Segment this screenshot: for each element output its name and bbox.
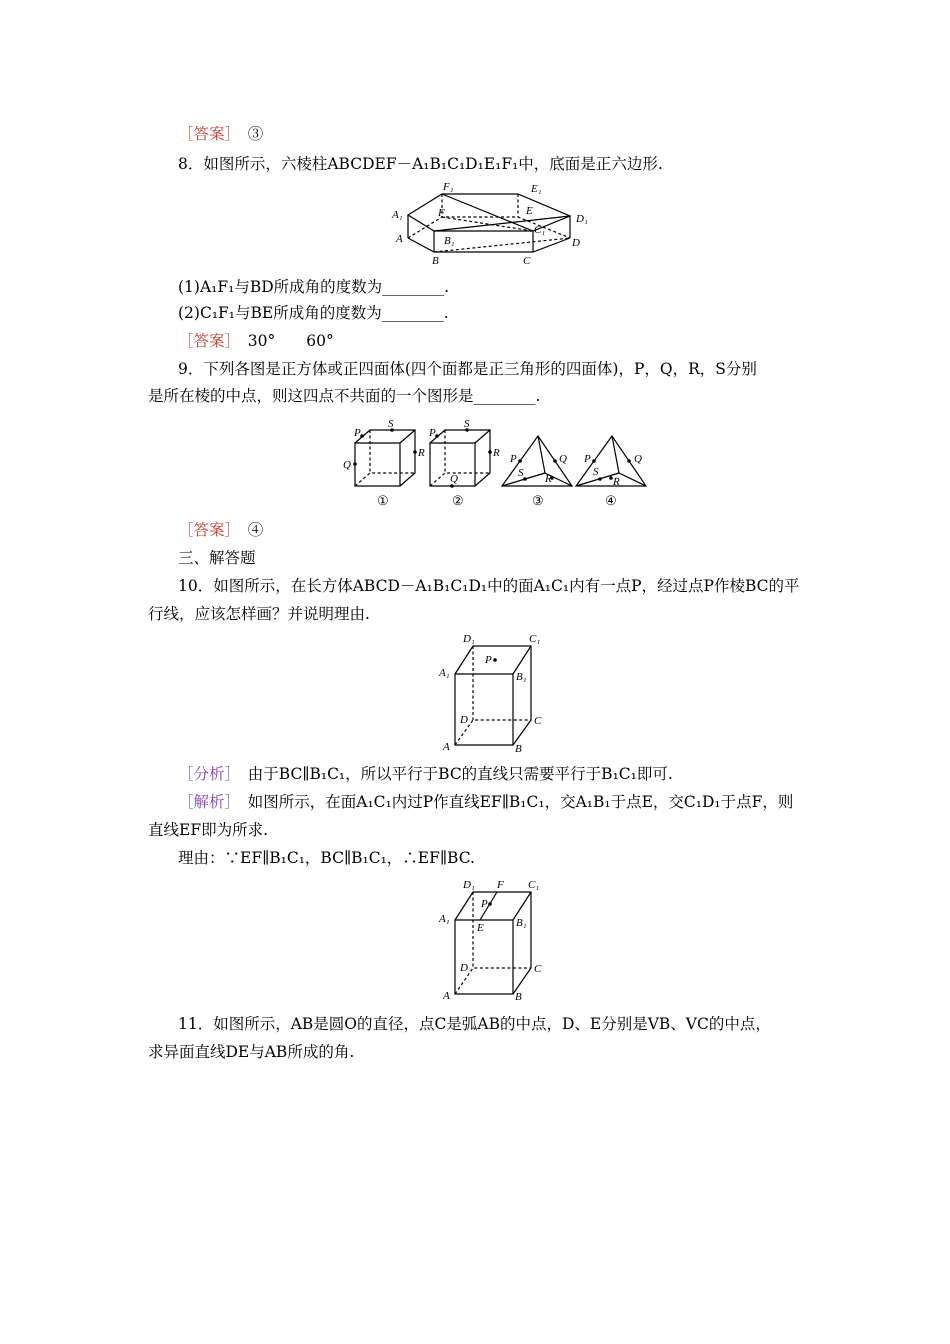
fig2-label-P: P — [429, 427, 436, 439]
fig3-label-P: P — [510, 453, 517, 465]
reason: 理由：∵EF∥B₁C₁，BC∥B₁C₁，∴EF∥BC. — [178, 849, 475, 867]
box2-label-A1: A₁ — [439, 913, 450, 925]
question-10-line-1: 10．如图所示，在长方体ABCD－A₁B₁C₁D₁中的面A₁C₁内有一点P，经过点P作棱BC的平 — [178, 577, 800, 595]
fig2-label-Q: Q — [450, 473, 458, 485]
box1-label-C: C — [534, 715, 542, 727]
box2-label-D1: D₁ — [463, 879, 475, 891]
question-9-line-1: 9．下列各图是正方体或正四面体(四个面都是正三角形的四面体)，P，Q，R，S分别 — [178, 360, 757, 378]
fig1-number: ① — [377, 493, 389, 508]
question-10-line-2: 行线，应该怎样画？并说明理由. — [148, 605, 370, 623]
fig4-label-Q: Q — [634, 453, 642, 465]
label-F1: F₁ — [443, 181, 454, 193]
fig3-label-R: R — [545, 473, 552, 485]
question-9-line-2: 是所在棱的中点，则这四点不共面的一个图形是________. — [148, 387, 541, 405]
section-heading: 三、解答题 — [178, 549, 256, 567]
label-C: C — [523, 255, 531, 267]
label-A: A — [396, 233, 403, 245]
fig2-label-S: S — [464, 418, 470, 430]
fig4-label-S: S — [593, 466, 599, 478]
box2-label-B: B — [515, 991, 522, 1003]
label-C1: C₁ — [534, 224, 546, 236]
box2-label-D: D — [460, 962, 468, 974]
box2-label-E: E — [477, 922, 484, 934]
label-D: D — [572, 237, 580, 249]
question-9-figures — [340, 418, 655, 516]
box2-label-B1: B₁ — [516, 917, 527, 929]
label-B: B — [432, 255, 439, 267]
label-E: E — [526, 205, 533, 217]
analysis: ［分析］ 由于BC∥B₁C₁，所以平行于BC的直线只需要平行于B₁C₁即可. — [178, 765, 673, 783]
fig1-label-Q: Q — [343, 459, 351, 471]
box1-label-D1: D₁ — [463, 633, 475, 645]
question-8-part-1: (1)A₁F₁与BD所成角的度数为________. — [178, 278, 450, 296]
answer-7: ［答案］ ③ — [178, 125, 264, 143]
box2-label-F: F — [497, 879, 504, 891]
figure-4-tetrahedron — [576, 436, 646, 508]
fig4-label-R: R — [613, 476, 620, 488]
question-8-part-2: (2)C₁F₁与BE所成角的度数为________. — [178, 304, 449, 322]
cuboid-figure-1 — [435, 630, 550, 755]
solution-line-1: ［解析］ 如图所示，在面A₁C₁内过P作直线EF∥B₁C₁，交A₁B₁于点E，交C₁D₁于点F，则 — [178, 793, 794, 811]
figure-2-cube — [428, 418, 500, 508]
question-11-line-1: 11．如图所示，AB是圆O的直径，点C是弧AB的中点，D、E分别是VB、VC的中点， — [178, 1015, 771, 1033]
box1-label-C1: C₁ — [529, 633, 541, 645]
box2-label-P: P — [481, 898, 488, 910]
fig3-label-S: S — [518, 467, 524, 479]
label-E1: E₁ — [531, 183, 542, 195]
fig2-label-R: R — [493, 447, 500, 459]
fig3-number: ③ — [532, 493, 544, 508]
question-8: 8．如图所示，六棱柱ABCDEF－A₁B₁C₁D₁E₁F₁中，底面是正六边形. — [178, 155, 663, 173]
question-11-line-2: 求异面直线DE与AB所成的角. — [148, 1043, 355, 1061]
figure-1-cube — [343, 418, 425, 508]
box2-label-C: C — [534, 963, 542, 975]
answer-8: ［答案］ 30° 60° — [178, 332, 334, 350]
box1-label-B1: B₁ — [516, 671, 527, 683]
box2-label-C1: C₁ — [528, 879, 540, 891]
hexagonal-prism-figure — [388, 180, 598, 268]
figure-3-tetrahedron — [502, 436, 572, 508]
fig4-label-P: P — [584, 453, 591, 465]
box2-label-A: A — [443, 990, 450, 1002]
box1-label-D: D — [460, 714, 468, 726]
label-F: F — [438, 207, 445, 219]
cuboid-figure-2 — [435, 876, 550, 1006]
box1-label-A1: A₁ — [439, 667, 450, 679]
fig3-label-Q: Q — [559, 453, 567, 465]
fig4-number: ④ — [605, 493, 617, 508]
fig1-label-P: P — [354, 427, 361, 439]
label-B1: B₁ — [444, 235, 455, 247]
fig1-label-R: R — [418, 447, 425, 459]
box1-label-B: B — [515, 743, 522, 755]
box1-label-P: P — [485, 654, 492, 666]
solution-line-2: 直线EF即为所求. — [148, 821, 268, 839]
label-A1: A₁ — [392, 209, 403, 221]
label-D1: D₁ — [576, 213, 588, 225]
fig2-number: ② — [452, 493, 464, 508]
answer-9: ［答案］ ④ — [178, 521, 264, 539]
box1-label-A: A — [443, 741, 450, 753]
fig1-label-S: S — [388, 418, 394, 430]
